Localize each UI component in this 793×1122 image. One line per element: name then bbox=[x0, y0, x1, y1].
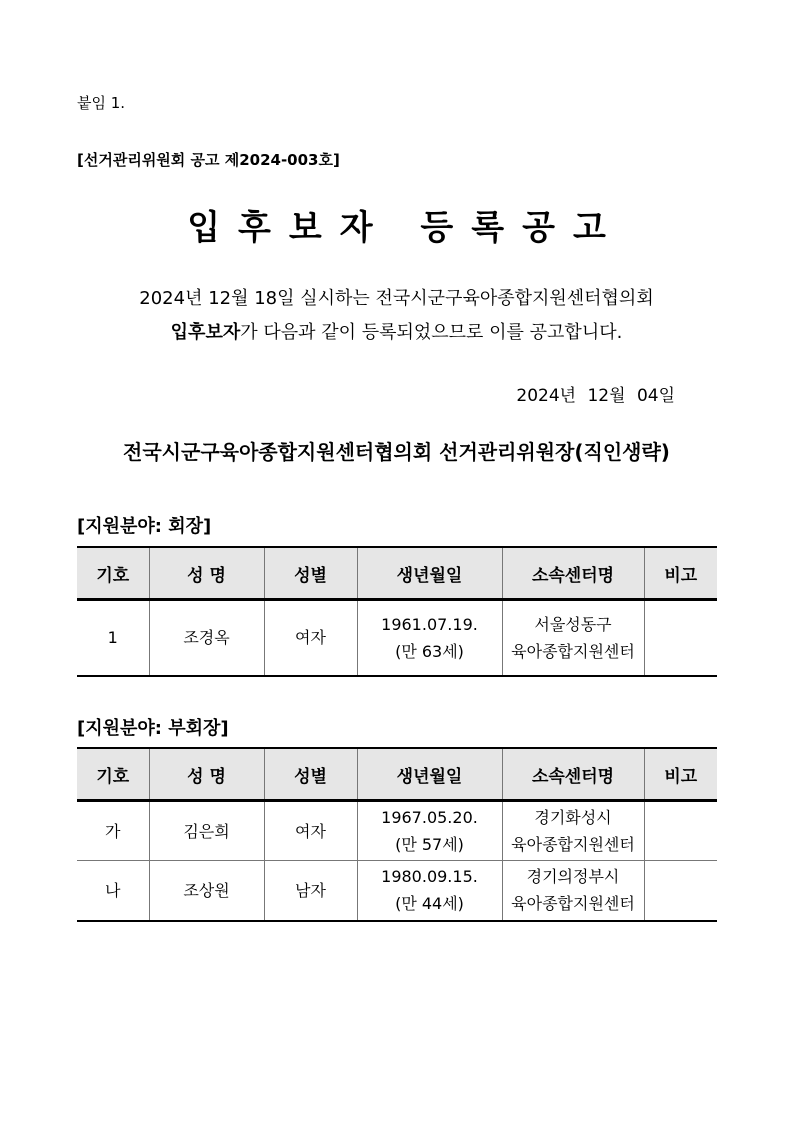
section-title-vice-president: [지원분야: 부회장] bbox=[77, 718, 229, 739]
signer: 전국시군구육아종합지원센터협의회 선거관리위원장(직인생략) bbox=[123, 440, 670, 464]
table-row bbox=[77, 600, 717, 676]
cell-gender: 남자 bbox=[264, 861, 357, 921]
table-row bbox=[77, 801, 717, 861]
col-header-birth: 생년월일 bbox=[357, 748, 502, 801]
notice-body-bold: 입후보자 bbox=[170, 322, 241, 343]
col-header-gender: 성별 bbox=[264, 547, 357, 600]
cell-center bbox=[502, 861, 644, 921]
section-title-president: [지원분야: 회장] bbox=[77, 516, 212, 537]
cell-name: 조경옥 bbox=[149, 600, 264, 676]
page-title: 입후보자 등록공고 bbox=[187, 208, 624, 248]
center-region: 경기화성시 bbox=[534, 808, 612, 827]
col-header-note: 비고 bbox=[644, 748, 717, 801]
notice-number: [선거관리위원회 공고 제2024-003호] bbox=[77, 151, 340, 169]
col-header-birth: 생년월일 bbox=[357, 547, 502, 600]
birth-date: 1980.09.15. bbox=[381, 867, 478, 887]
col-header-name: 성 명 bbox=[149, 748, 264, 801]
col-header-center: 소속센터명 bbox=[502, 748, 644, 801]
cell-birth bbox=[357, 801, 502, 861]
col-header-name: 성 명 bbox=[149, 547, 264, 600]
table-header-row bbox=[77, 748, 717, 801]
birth-date: 1967.05.20. bbox=[381, 808, 478, 827]
age: (만 44세) bbox=[395, 894, 464, 914]
col-header-symbol: 기호 bbox=[77, 748, 149, 801]
center-type: 육아종합지원센터 bbox=[511, 641, 635, 661]
cell-name: 김은희 bbox=[149, 801, 264, 861]
table-header-row bbox=[77, 547, 717, 600]
candidate-table-vice-president bbox=[77, 747, 717, 922]
col-header-gender: 성별 bbox=[264, 748, 357, 801]
col-header-center: 소속센터명 bbox=[502, 547, 644, 600]
attachment-label: 붙임 1. bbox=[77, 94, 126, 112]
cell-name: 조상원 bbox=[149, 861, 264, 921]
notice-body-rest: 가 다음과 같이 등록되었으므로 이를 공고합니다. bbox=[240, 322, 623, 343]
cell-note bbox=[644, 861, 717, 921]
cell-gender: 여자 bbox=[264, 801, 357, 861]
cell-note bbox=[644, 801, 717, 861]
center-region: 서울성동구 bbox=[534, 614, 612, 634]
notice-body-line-1: 2024년 12월 18일 실시하는 전국시군구육아종합지원센터협의회 bbox=[139, 288, 654, 309]
col-header-symbol: 기호 bbox=[77, 547, 149, 600]
candidate-table-president bbox=[77, 546, 717, 677]
col-header-note: 비고 bbox=[644, 547, 717, 600]
birth-date: 1961.07.19. bbox=[381, 614, 478, 634]
age: (만 63세) bbox=[395, 641, 464, 661]
cell-birth bbox=[357, 600, 502, 676]
center-type: 육아종합지원센터 bbox=[511, 835, 635, 854]
cell-symbol: 나 bbox=[77, 861, 149, 921]
center-type: 육아종합지원센터 bbox=[511, 894, 635, 914]
notice-body-line-2 bbox=[0, 318, 793, 344]
cell-birth bbox=[357, 861, 502, 921]
cell-note bbox=[644, 600, 717, 676]
cell-center bbox=[502, 600, 644, 676]
table-row bbox=[77, 861, 717, 921]
age: (만 57세) bbox=[395, 835, 464, 854]
cell-symbol: 가 bbox=[77, 801, 149, 861]
notice-date: 2024년 12월 04일 bbox=[516, 386, 675, 406]
center-region: 경기의정부시 bbox=[526, 867, 620, 887]
cell-gender: 여자 bbox=[264, 600, 357, 676]
cell-symbol: 1 bbox=[77, 600, 149, 676]
cell-center bbox=[502, 801, 644, 861]
